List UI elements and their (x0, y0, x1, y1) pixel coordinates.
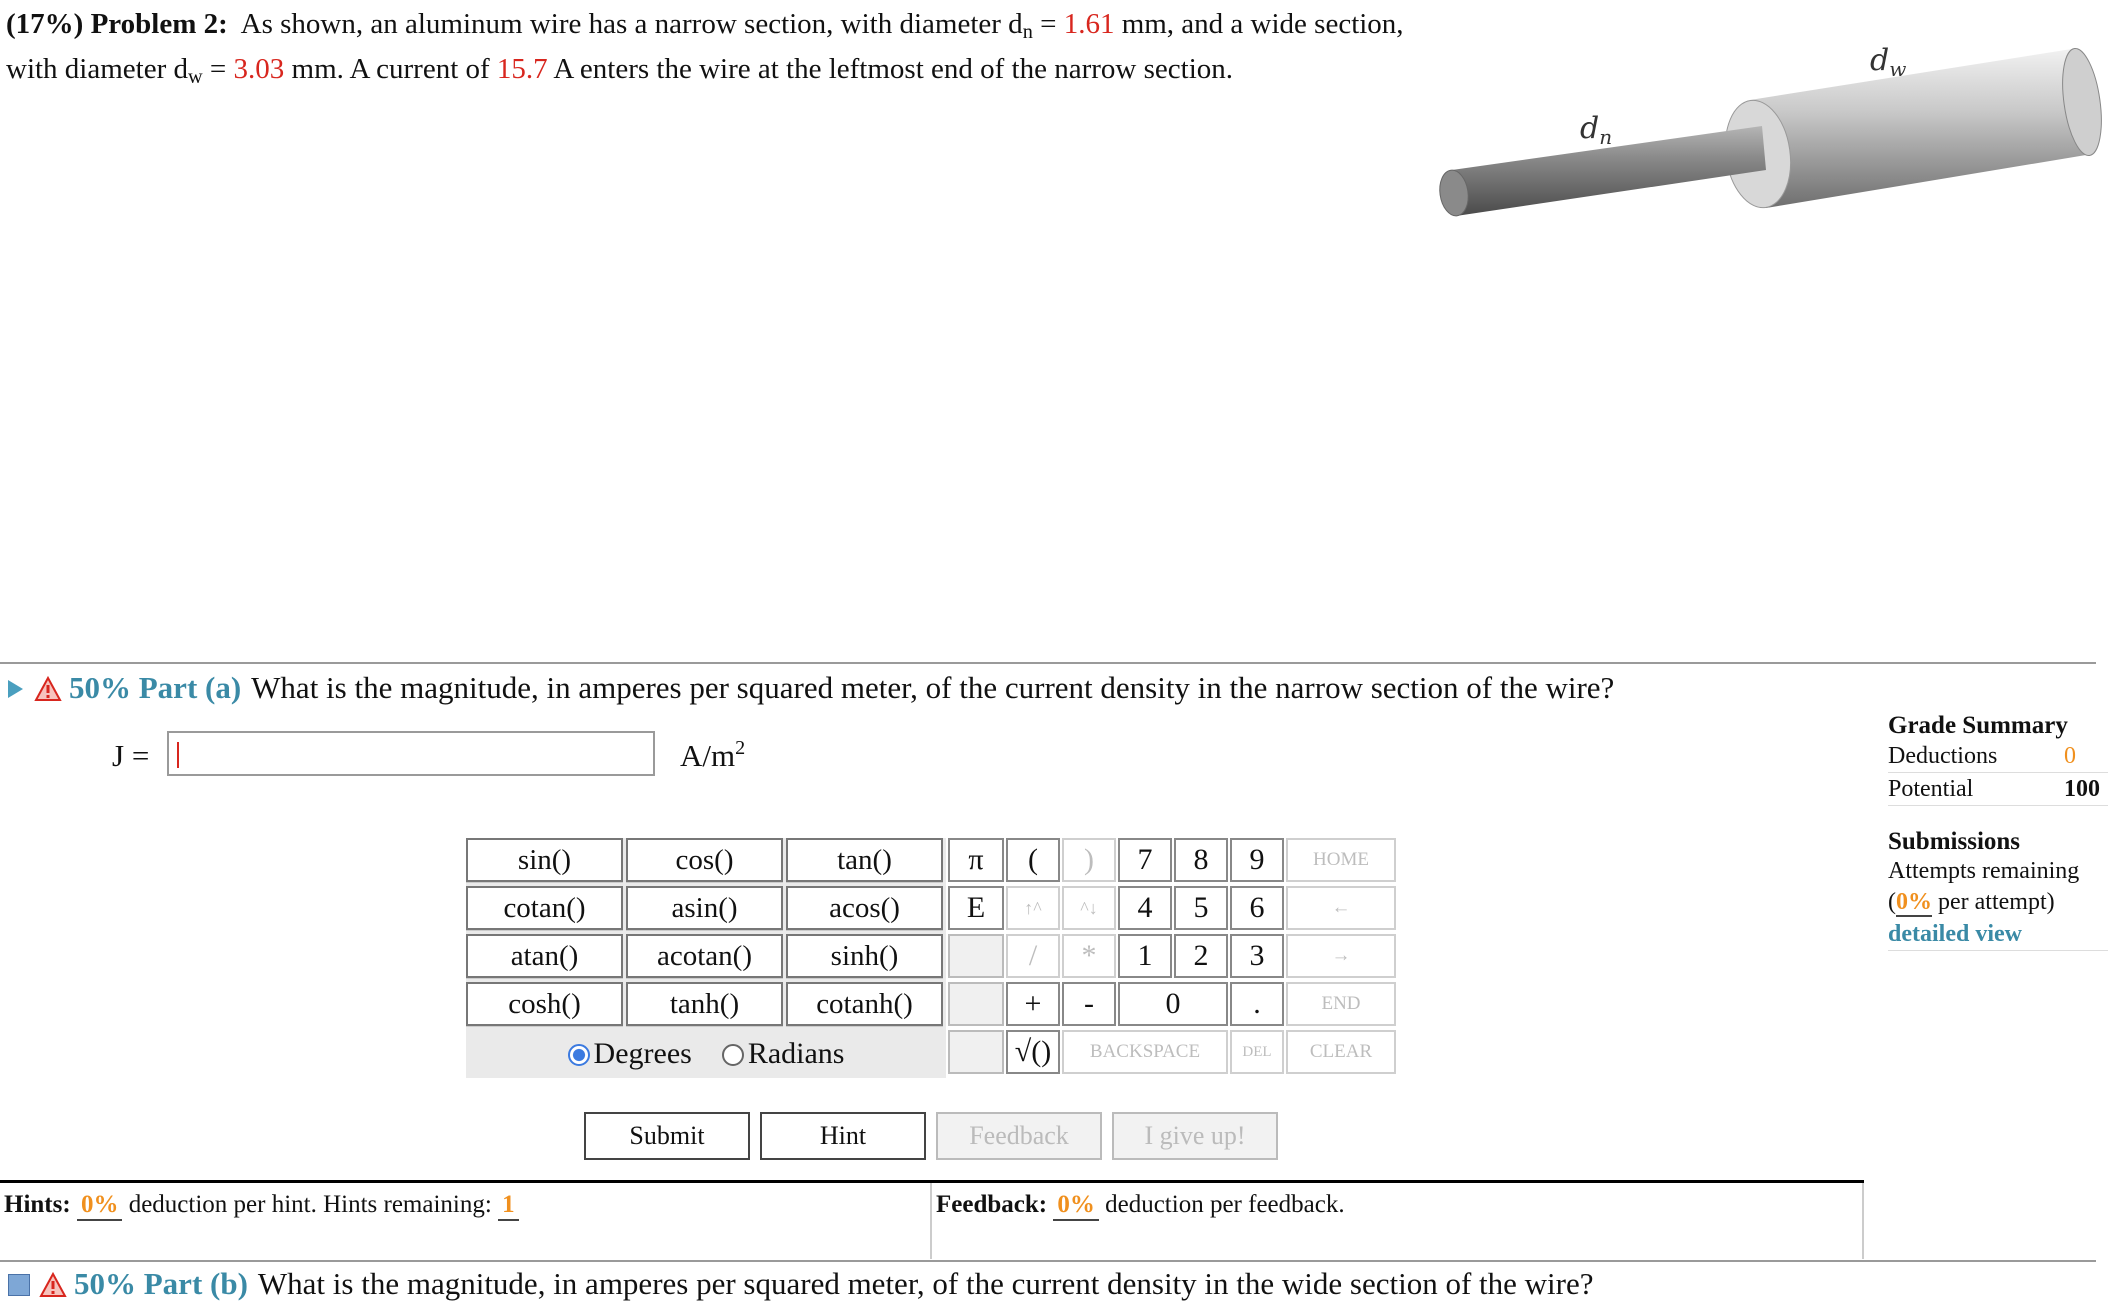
equals: = (1032, 8, 1064, 40)
answer-label: J = (112, 738, 150, 773)
key-asin[interactable]: asin() (626, 886, 783, 930)
problem-text-4: A enters the wire at the leftmost end of the narrow section. (547, 53, 1233, 86)
key-9[interactable]: 9 (1230, 838, 1284, 882)
potential-row (1888, 773, 2108, 806)
key-3[interactable]: 3 (1230, 934, 1284, 978)
wire-figure (1430, 40, 2095, 240)
hints-pct: 0% (77, 1191, 123, 1221)
per-attempt: (0% per attempt) (1888, 889, 2055, 915)
key-cotan[interactable]: cotan() (466, 886, 623, 930)
detailed-view-link[interactable]: detailed view (1888, 918, 2108, 951)
key-tanh[interactable]: tanh() (626, 982, 783, 1026)
key-home[interactable]: HOME (1286, 838, 1396, 882)
problem-text-1: As shown, an aluminum wire has a narrow section, with diameter d (240, 8, 1023, 40)
give-up-button[interactable]: I give up! (1112, 1112, 1278, 1160)
part-b-question: What is the magnitude, in amperes per squared meter, of the current density in the wide section of the wire? (257, 1266, 1594, 1301)
sub-n: n (1022, 21, 1033, 44)
deductions-label: Deductions (1888, 743, 1998, 769)
dn-value: 1.61 (1063, 8, 1115, 40)
current-value: 15.7 (496, 53, 548, 86)
problem-text-2: mm, and a wide section, with diameter d (6, 8, 1404, 86)
feedback-pct: 0% (1053, 1191, 1099, 1221)
key-blank-3 (948, 1030, 1004, 1074)
angle-mode (466, 1030, 946, 1078)
collapse-icon[interactable] (8, 1274, 30, 1296)
key-end[interactable]: END (1286, 982, 1396, 1026)
key-e[interactable]: E (948, 886, 1004, 930)
key-6[interactable]: 6 (1230, 886, 1284, 930)
key-plus[interactable]: + (1006, 982, 1060, 1026)
attempts-remaining: Attempts remaining (1888, 858, 2080, 884)
answer-input[interactable] (167, 731, 655, 776)
deductions-row (1888, 740, 2108, 773)
key-acos[interactable]: acos() (786, 886, 943, 930)
warning-icon (35, 677, 61, 701)
hints-label: Hints: (4, 1191, 71, 1218)
key-blank-2 (948, 982, 1004, 1026)
label-dw: $d_w$ (1870, 43, 1907, 81)
key-0[interactable]: 0 (1118, 982, 1228, 1026)
feedback-desc: deduction per feedback. (1098, 1191, 1345, 1218)
feedback-button[interactable]: Feedback (936, 1112, 1102, 1160)
key-multiply[interactable]: * (1062, 934, 1116, 978)
key-down[interactable]: ^↓ (1062, 886, 1116, 930)
numeric-keypad (948, 838, 1398, 1078)
part-a-label: 50% Part (a) (69, 670, 242, 705)
warning-icon (40, 1273, 66, 1297)
problem-percent: (17%) (6, 8, 84, 40)
radians-radio[interactable] (722, 1044, 744, 1066)
key-cosh[interactable]: cosh() (466, 982, 623, 1026)
divider-part-a (0, 662, 2096, 664)
key-8[interactable]: 8 (1174, 838, 1228, 882)
key-sin[interactable]: sin() (466, 838, 623, 882)
key-7[interactable]: 7 (1118, 838, 1172, 882)
key-atan[interactable]: atan() (466, 934, 623, 978)
function-keypad (466, 838, 946, 1078)
key-right-arrow[interactable]: → (1286, 934, 1396, 978)
key-pi[interactable]: π (948, 838, 1004, 882)
answer-unit: $A/m^2$ (680, 736, 746, 773)
radians-label: Radians (747, 1037, 845, 1070)
divider-part-b (0, 1260, 2096, 1262)
submit-button[interactable]: Submit (584, 1112, 750, 1160)
key-blank-1 (948, 934, 1004, 978)
feedback-panel (932, 1183, 1864, 1259)
part-a-question: What is the magnitude, in amperes per squared meter, of the current density in the narrow section of the wire? (251, 670, 1615, 705)
hints-panel (0, 1183, 932, 1259)
key-decimal[interactable]: . (1230, 982, 1284, 1026)
sub-w: w (188, 66, 203, 89)
hint-button[interactable]: Hint (760, 1112, 926, 1160)
hints-remaining: 1 (498, 1191, 519, 1221)
key-sinh[interactable]: sinh() (786, 934, 943, 978)
feedback-text (936, 1191, 1345, 1221)
potential-value: 100 (2064, 776, 2100, 802)
key-tan[interactable]: tan() (786, 838, 943, 882)
part-b-label: 50% Part (b) (74, 1266, 248, 1301)
potential-label: Potential (1888, 776, 1974, 802)
key-5[interactable]: 5 (1174, 886, 1228, 930)
equals-2: = (202, 53, 234, 86)
key-backspace[interactable]: BACKSPACE (1062, 1030, 1228, 1074)
degrees-label: Degrees (593, 1037, 692, 1070)
key-minus[interactable]: - (1062, 982, 1116, 1026)
key-clear[interactable]: CLEAR (1286, 1030, 1396, 1074)
key-up[interactable]: ↑^ (1006, 886, 1060, 930)
feedback-label: Feedback: (936, 1191, 1048, 1218)
problem-label: Problem 2: (90, 8, 228, 40)
wide-section (1719, 46, 2108, 212)
key-divide[interactable]: / (1006, 934, 1060, 978)
key-cotanh[interactable]: cotanh() (786, 982, 943, 1026)
key-1[interactable]: 1 (1118, 934, 1172, 978)
problem-statement (6, 6, 1406, 96)
submissions-title: Submissions (1888, 828, 2021, 855)
label-dn: $d_n$ (1580, 111, 1613, 149)
hints-desc: deduction per hint. Hints remaining: (122, 1191, 499, 1218)
key-sqrt[interactable]: √() (1006, 1030, 1060, 1074)
dw-value: 3.03 (233, 53, 285, 86)
problem-text-3: mm. A current of (284, 53, 497, 86)
grade-summary (1888, 712, 2108, 951)
part-b-header (8, 1266, 1594, 1302)
grade-summary-title: Grade Summary (1888, 712, 2068, 739)
key-4[interactable]: 4 (1118, 886, 1172, 930)
key-cos[interactable]: cos() (626, 838, 783, 882)
key-left-arrow[interactable]: ← (1286, 886, 1396, 930)
key-acotan[interactable]: acotan() (626, 934, 783, 978)
key-open-paren[interactable]: ( (1006, 838, 1060, 882)
key-del[interactable]: DEL (1230, 1030, 1284, 1074)
hints-text (4, 1191, 519, 1221)
hints-feedback-bar (0, 1180, 1864, 1261)
expand-triangle-icon[interactable] (8, 680, 23, 698)
key-2[interactable]: 2 (1174, 934, 1228, 978)
text-caret (177, 742, 179, 768)
key-close-paren[interactable]: ) (1062, 838, 1116, 882)
degrees-radio[interactable] (568, 1044, 590, 1066)
deductions-value: 0 (2064, 743, 2076, 769)
part-a-header (8, 670, 1614, 706)
